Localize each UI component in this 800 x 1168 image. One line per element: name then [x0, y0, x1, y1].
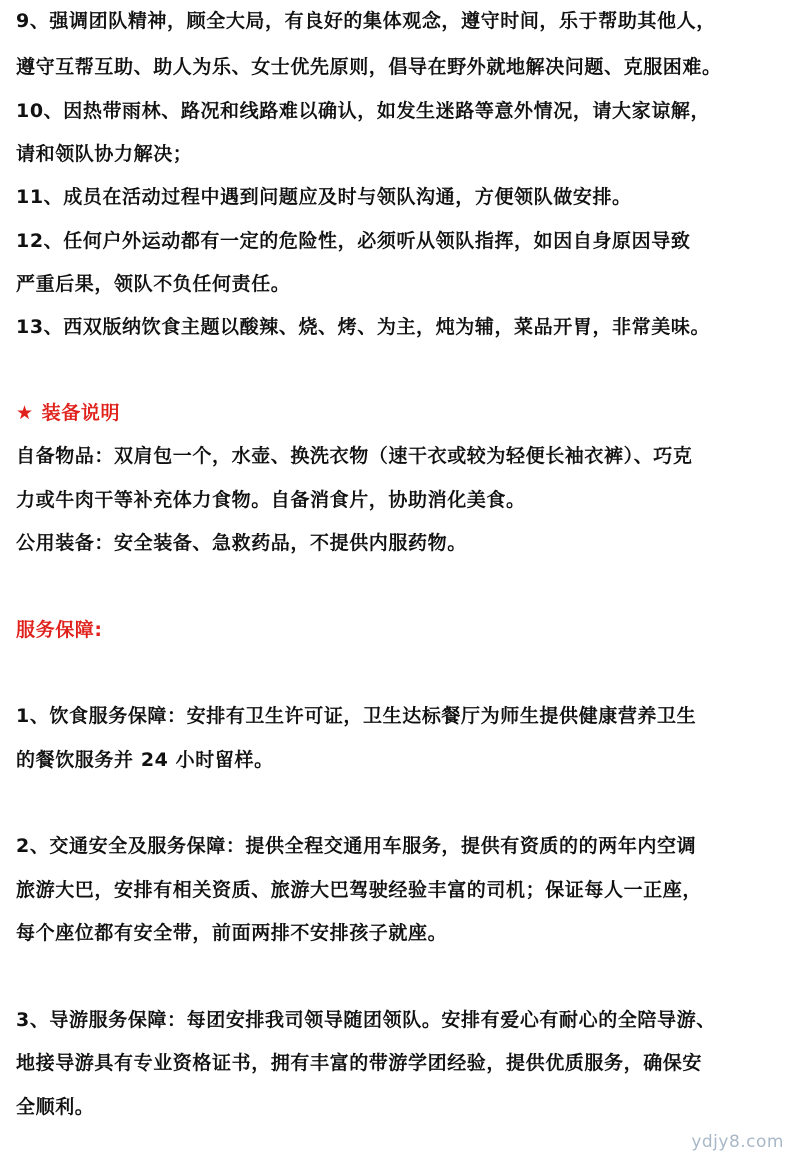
equipment-self-line-1: 自备物品：双肩包一个，水壶、换洗衣物（速干衣或较为轻便长袖衣裤）、巧克 [16, 445, 693, 467]
rule-12-line-1: 12、任何户外运动都有一定的危险性，必须听从领队指挥，如因自身原因导致 [16, 230, 691, 252]
service-heading: 服务保障: [16, 619, 103, 641]
service-3-line-3: 全顺利。 [16, 1096, 95, 1118]
rule-11: 11、成员在活动过程中遇到问题应及时与领队沟通，方便领队做安排。 [16, 186, 632, 208]
equipment-heading-text: 装备说明 [41, 402, 121, 424]
service-1-line-2: 的餐饮服务并 24 小时留样。 [16, 749, 274, 771]
rule-10-line-2: 请和领队协力解决； [16, 143, 193, 165]
watermark-text: ydjy8.com [691, 1132, 784, 1152]
rule-13: 13、西双版纳饮食主题以酸辣、烧、烤、为主，炖为辅，菜品开胃，非常美味。 [16, 316, 711, 338]
equipment-self-line-2: 力或牛肉干等补充体力食物。自备消食片，协助消化美食。 [16, 489, 526, 511]
service-2-line-1: 2、交通安全及服务保障：提供全程交通用车服务，提供有资质的的两年内空调 [16, 835, 697, 857]
rule-9-line-1: 9、强调团队精神，顾全大局，有良好的集体观念，遵守时间，乐于帮助其他人， [16, 10, 716, 32]
rule-12-line-2: 严重后果，领队不负任何责任。 [16, 273, 291, 295]
rule-9-line-2: 遵守互帮互助、助人为乐、女士优先原则，倡导在野外就地解决问题、克服困难。 [16, 56, 722, 78]
service-1-line-1: 1、饮食服务保障：安排有卫生许可证，卫生达标餐厅为师生提供健康营养卫生 [16, 705, 697, 727]
rule-10-line-1: 10、因热带雨林、路况和线路难以确认，如发生迷路等意外情况，请大家谅解， [16, 100, 711, 122]
star-icon: ★ [16, 402, 34, 424]
service-3-line-2: 地接导游具有专业资格证书，拥有丰富的带游学团经验，提供优质服务，确保安 [16, 1052, 703, 1074]
service-2-line-2: 旅游大巴，安排有相关资质、旅游大巴驾驶经验丰富的司机；保证每人一正座， [16, 879, 703, 901]
service-3-line-1: 3、导游服务保障：每团安排我司领导随团领队。安排有爱心有耐心的全陪导游、 [16, 1009, 716, 1031]
equipment-public: 公用装备：安全装备、急救药品，不提供内服药物。 [16, 532, 467, 554]
equipment-heading [16, 400, 786, 426]
service-2-line-3: 每个座位都有安全带，前面两排不安排孩子就座。 [16, 922, 448, 944]
